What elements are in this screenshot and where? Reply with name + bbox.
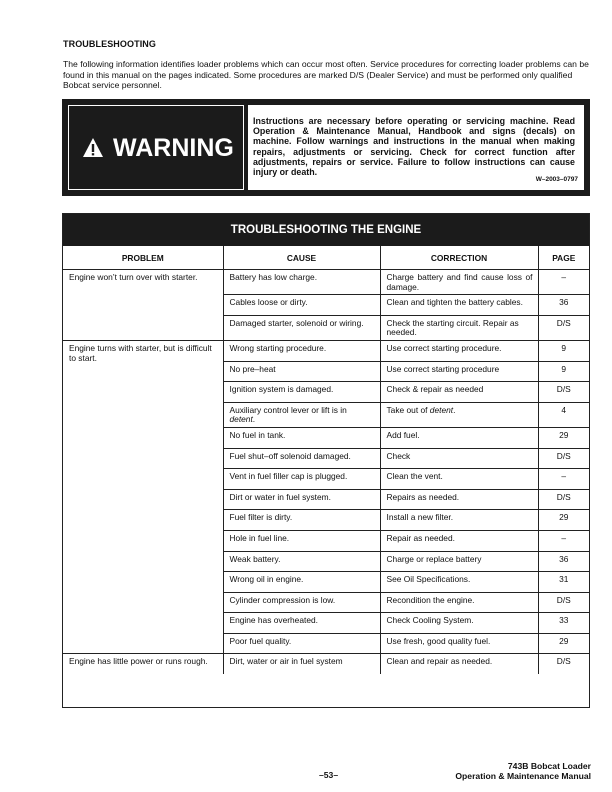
- correction-cell: Repairs as needed.: [380, 489, 538, 510]
- cause-emphasis: detent: [229, 414, 253, 425]
- warning-word: WARNING: [113, 134, 234, 162]
- cause-cell: Poor fuel quality.: [223, 633, 380, 654]
- cause-cell: Dirt or water in fuel system.: [223, 489, 380, 510]
- page-cell: 33: [538, 613, 589, 634]
- page-cell: 29: [538, 633, 589, 654]
- cause-cell: Hole in fuel line.: [223, 530, 380, 551]
- column-header-row: [63, 246, 589, 270]
- page-cell: 9: [538, 361, 589, 382]
- page-cell: –: [538, 469, 589, 490]
- page-cell: 9: [538, 340, 589, 361]
- troubleshooting-grid: [63, 246, 589, 674]
- correction-cell: Charge or replace battery: [380, 551, 538, 572]
- page-number: –53–: [319, 770, 339, 780]
- cause-cell: Cylinder compression is low.: [223, 592, 380, 613]
- cause-cell: No fuel in tank.: [223, 427, 380, 448]
- footer-model: 743B Bobcat Loader: [507, 761, 591, 771]
- correction-cell: Charge battery and find cause loss of damage.: [380, 270, 538, 295]
- cause-text-end: .: [252, 414, 256, 425]
- problem-cell: Engine turns with starter, but is difficult to start.: [63, 340, 223, 654]
- correction-cell: Install a new filter.: [380, 510, 538, 531]
- warning-label-panel: [68, 105, 244, 190]
- correction-cell: Check & repair as needed: [380, 382, 538, 403]
- page-cell: D/S: [538, 592, 589, 613]
- correction-cell: Repair as needed.: [380, 530, 538, 551]
- warning-text-panel: [248, 105, 584, 190]
- correction-cell: Check Cooling System.: [380, 613, 538, 634]
- page-cell: 29: [538, 510, 589, 531]
- correction-cell: Check the starting circuit. Repair as needed.: [380, 315, 538, 340]
- cause-cell: Ignition system is damaged.: [223, 382, 380, 403]
- problem-cell: Engine won’t turn over with starter.: [63, 270, 223, 341]
- table-row: [63, 654, 589, 674]
- cause-cell: No pre–heat: [223, 361, 380, 382]
- table-row: [63, 340, 589, 361]
- cause-cell: Fuel shut–off solenoid damaged.: [223, 448, 380, 469]
- cause-cell: Wrong oil in engine.: [223, 572, 380, 593]
- page-cell: D/S: [538, 448, 589, 469]
- section-title: TROUBLESHOOTING: [63, 39, 156, 49]
- page-cell: 4: [538, 402, 589, 427]
- cause-cell: Vent in fuel filler cap is plugged.: [223, 469, 380, 490]
- troubleshooting-table: [62, 213, 590, 708]
- page-cell: 36: [538, 551, 589, 572]
- page-cell: D/S: [538, 654, 589, 674]
- cause-cell: Wrong starting procedure.: [223, 340, 380, 361]
- warning-code: W–2003–0797: [535, 176, 578, 183]
- cause-text: Auxiliary control lever or lift is in: [229, 404, 347, 415]
- correction-cell: Clean and repair as needed.: [380, 654, 538, 674]
- warning-text: Instructions are necessary before operating or servicing machine. Read Operation & Maintenance Manual, Handbook and signs (decals) on machine. Follow warnings and instructions in the manual when making repairs, adjustments or servicing. Check for correct function after adjustments, repairs or service. Failure to follow instructions can cause injury or death.: [253, 116, 575, 178]
- cause-cell: [223, 402, 380, 427]
- cause-cell: Engine has overheated.: [223, 613, 380, 634]
- footer-manual: Operation & Maintenance Manual: [455, 771, 591, 781]
- correction-cell: [380, 402, 538, 427]
- cause-cell: Fuel filter is dirty.: [223, 510, 380, 531]
- correction-cell: Add fuel.: [380, 427, 538, 448]
- correction-text: Take out of: [386, 404, 430, 415]
- page-cell: D/S: [538, 382, 589, 403]
- cause-cell: Battery has low charge.: [223, 270, 380, 295]
- table-row: [63, 270, 589, 295]
- cause-cell: Dirt, water or air in fuel system: [223, 654, 380, 674]
- correction-cell: Use fresh, good quality fuel.: [380, 633, 538, 654]
- page-cell: 31: [538, 572, 589, 593]
- correction-cell: Check: [380, 448, 538, 469]
- correction-text-end: .: [453, 404, 456, 415]
- problem-cell: Engine has little power or runs rough.: [69, 656, 208, 667]
- page-cell: –: [538, 270, 589, 295]
- correction-cell: Clean the vent.: [380, 469, 538, 490]
- correction-cell: Recondition the engine.: [380, 592, 538, 613]
- page-cell: D/S: [538, 315, 589, 340]
- column-header-page: PAGE: [538, 246, 589, 270]
- page-cell: 29: [538, 427, 589, 448]
- correction-cell: Use correct starting procedure: [380, 361, 538, 382]
- table-title: TROUBLESHOOTING THE ENGINE: [63, 214, 589, 246]
- page-cell: 36: [538, 295, 589, 316]
- cause-cell: Weak battery.: [223, 551, 380, 572]
- correction-cell: See Oil Specifications.: [380, 572, 538, 593]
- page-cell: D/S: [538, 489, 589, 510]
- warning-box: [62, 99, 590, 196]
- intro-paragraph: The following information identifies loader problems which can occur most often. Service procedures for correcting loader problems can be found in this manual on the pages indicated. Some procedures are marked D/S (Dealer Service) and must be performed only qualified Bobcat service personnel.: [63, 59, 589, 90]
- warning-triangle-icon: [82, 137, 104, 159]
- column-header-cause: CAUSE: [223, 246, 380, 270]
- correction-cell: Clean and tighten the battery cables.: [380, 295, 538, 316]
- footer-manual-title: [455, 761, 591, 781]
- correction-emphasis: detent: [429, 404, 454, 415]
- correction-cell: Use correct starting procedure.: [380, 340, 538, 361]
- column-header-correction: CORRECTION: [380, 246, 538, 270]
- column-header-problem: PROBLEM: [63, 246, 223, 270]
- cause-cell: Cables loose or dirty.: [223, 295, 380, 316]
- cause-cell: Damaged starter, solenoid or wiring.: [223, 315, 380, 340]
- page-cell: –: [538, 530, 589, 551]
